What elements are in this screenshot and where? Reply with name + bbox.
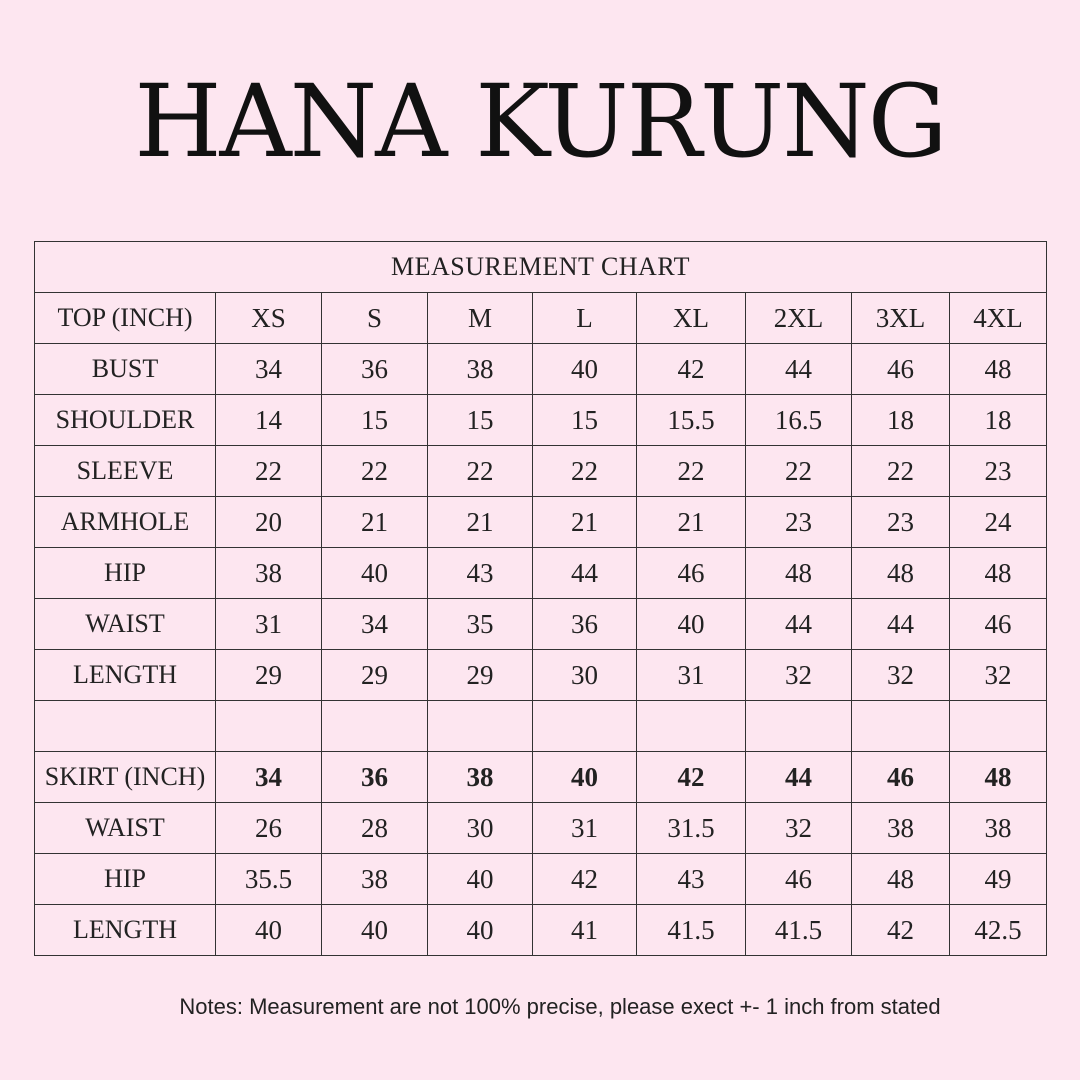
measurement-value: 36 xyxy=(533,599,637,650)
measurement-value: 38 xyxy=(950,803,1047,854)
empty-cell xyxy=(428,701,533,752)
size-header-cell: L xyxy=(533,293,637,344)
skirt-header-value: 40 xyxy=(533,752,637,803)
measurement-value: 22 xyxy=(428,446,533,497)
top-measurement-row xyxy=(35,497,1047,548)
skirt-measurement-row xyxy=(35,905,1047,956)
measurement-value: 21 xyxy=(428,497,533,548)
measurement-value: 31.5 xyxy=(637,803,746,854)
size-header-cell: 2XL xyxy=(746,293,852,344)
measurement-value: 14 xyxy=(216,395,322,446)
chart-heading: MEASUREMENT CHART xyxy=(35,242,1047,293)
top-measurement-row xyxy=(35,395,1047,446)
measurement-label: LENGTH xyxy=(35,905,216,956)
empty-cell xyxy=(746,701,852,752)
measurement-value: 24 xyxy=(950,497,1047,548)
measurement-label: SHOULDER xyxy=(35,395,216,446)
size-header-cell: XS xyxy=(216,293,322,344)
measurement-label: LENGTH xyxy=(35,650,216,701)
skirt-header-value: 36 xyxy=(322,752,428,803)
skirt-header-value: 48 xyxy=(950,752,1047,803)
skirt-header-value: 44 xyxy=(746,752,852,803)
measurement-value: 22 xyxy=(637,446,746,497)
measurement-value: 49 xyxy=(950,854,1047,905)
measurement-value: 42 xyxy=(637,344,746,395)
skirt-measurement-row xyxy=(35,803,1047,854)
measurement-label: WAIST xyxy=(35,599,216,650)
measurement-label: ARMHOLE xyxy=(35,497,216,548)
measurement-value: 23 xyxy=(852,497,950,548)
measurement-value: 22 xyxy=(533,446,637,497)
skirt-section-label: SKIRT (INCH) xyxy=(35,752,216,803)
measurement-value: 22 xyxy=(746,446,852,497)
measurement-value: 35.5 xyxy=(216,854,322,905)
measurement-value: 29 xyxy=(322,650,428,701)
measurement-value: 26 xyxy=(216,803,322,854)
measurement-value: 32 xyxy=(746,803,852,854)
measurement-label: WAIST xyxy=(35,803,216,854)
measurement-value: 29 xyxy=(216,650,322,701)
skirt-header-value: 46 xyxy=(852,752,950,803)
measurement-value: 35 xyxy=(428,599,533,650)
measurement-value: 21 xyxy=(533,497,637,548)
measurement-value: 41.5 xyxy=(637,905,746,956)
skirt-header-value: 34 xyxy=(216,752,322,803)
measurement-value: 22 xyxy=(322,446,428,497)
measurement-value: 15.5 xyxy=(637,395,746,446)
measurement-value: 22 xyxy=(852,446,950,497)
skirt-measurement-row xyxy=(35,854,1047,905)
measurement-value: 43 xyxy=(637,854,746,905)
measurement-value: 31 xyxy=(533,803,637,854)
top-measurement-row xyxy=(35,446,1047,497)
measurement-value: 40 xyxy=(533,344,637,395)
skirt-header-value: 38 xyxy=(428,752,533,803)
measurement-value: 31 xyxy=(637,650,746,701)
measurement-value: 32 xyxy=(746,650,852,701)
measurement-value: 21 xyxy=(637,497,746,548)
measurement-value: 42 xyxy=(533,854,637,905)
measurement-value: 23 xyxy=(746,497,852,548)
measurement-value: 48 xyxy=(746,548,852,599)
measurement-value: 48 xyxy=(950,344,1047,395)
measurement-value: 38 xyxy=(322,854,428,905)
measurement-value: 44 xyxy=(533,548,637,599)
empty-cell xyxy=(950,701,1047,752)
measurement-value: 30 xyxy=(533,650,637,701)
measurement-value: 15 xyxy=(533,395,637,446)
spacer-row xyxy=(35,701,1047,752)
measurement-label: HIP xyxy=(35,548,216,599)
measurement-value: 48 xyxy=(950,548,1047,599)
measurement-value: 41.5 xyxy=(746,905,852,956)
size-header-cell: S xyxy=(322,293,428,344)
brand-title: HANA KURUNG xyxy=(134,63,946,180)
size-header-cell: 3XL xyxy=(852,293,950,344)
empty-cell xyxy=(852,701,950,752)
measurement-value: 40 xyxy=(637,599,746,650)
measurement-value: 15 xyxy=(428,395,533,446)
measurement-value: 30 xyxy=(428,803,533,854)
measurement-value: 15 xyxy=(322,395,428,446)
measurement-label: BUST xyxy=(35,344,216,395)
measurement-value: 46 xyxy=(637,548,746,599)
size-header-cell: 4XL xyxy=(950,293,1047,344)
top-header-row xyxy=(35,293,1047,344)
empty-cell xyxy=(322,701,428,752)
top-measurement-row xyxy=(35,650,1047,701)
notes-text: Notes: Measurement are not 100% precise, please exect +- 1 inch from stated xyxy=(179,994,941,1019)
measurement-value: 40 xyxy=(216,905,322,956)
measurement-value: 48 xyxy=(852,854,950,905)
measurement-value: 46 xyxy=(746,854,852,905)
empty-cell xyxy=(533,701,637,752)
measurement-value: 31 xyxy=(216,599,322,650)
measurement-value: 38 xyxy=(852,803,950,854)
measurement-value: 32 xyxy=(852,650,950,701)
top-measurement-row xyxy=(35,344,1047,395)
measurement-value: 22 xyxy=(216,446,322,497)
measurement-value: 36 xyxy=(322,344,428,395)
measurement-value: 20 xyxy=(216,497,322,548)
measurement-value: 21 xyxy=(322,497,428,548)
size-header-cell: XL xyxy=(637,293,746,344)
skirt-header-row xyxy=(35,752,1047,803)
measurement-value: 18 xyxy=(950,395,1047,446)
top-measurement-row xyxy=(35,548,1047,599)
measurement-value: 23 xyxy=(950,446,1047,497)
top-section-label: TOP (INCH) xyxy=(35,293,216,344)
size-header-cell: M xyxy=(428,293,533,344)
measurement-value: 44 xyxy=(746,344,852,395)
measurement-value: 38 xyxy=(216,548,322,599)
measurement-value: 32 xyxy=(950,650,1047,701)
measurement-value: 28 xyxy=(322,803,428,854)
measurement-value: 46 xyxy=(852,344,950,395)
measurement-value: 41 xyxy=(533,905,637,956)
measurement-value: 34 xyxy=(216,344,322,395)
measurement-label: SLEEVE xyxy=(35,446,216,497)
measurement-value: 44 xyxy=(852,599,950,650)
measurement-value: 40 xyxy=(322,548,428,599)
measurement-value: 29 xyxy=(428,650,533,701)
measurement-value: 34 xyxy=(322,599,428,650)
measurement-value: 48 xyxy=(852,548,950,599)
measurement-label: HIP xyxy=(35,854,216,905)
measurement-value: 42.5 xyxy=(950,905,1047,956)
chart-heading-row xyxy=(35,242,1047,293)
measurement-value: 40 xyxy=(428,905,533,956)
measurement-value: 42 xyxy=(852,905,950,956)
measurement-value: 16.5 xyxy=(746,395,852,446)
top-measurement-row xyxy=(35,599,1047,650)
measurement-value: 46 xyxy=(950,599,1047,650)
measurement-value: 40 xyxy=(428,854,533,905)
empty-cell xyxy=(216,701,322,752)
measurement-value: 44 xyxy=(746,599,852,650)
empty-cell xyxy=(35,701,216,752)
measurement-value: 40 xyxy=(322,905,428,956)
measurement-value: 18 xyxy=(852,395,950,446)
chart-body xyxy=(35,242,1047,956)
measurement-value: 43 xyxy=(428,548,533,599)
measurement-chart-table xyxy=(34,241,1047,956)
measurement-value: 38 xyxy=(428,344,533,395)
skirt-header-value: 42 xyxy=(637,752,746,803)
empty-cell xyxy=(637,701,746,752)
